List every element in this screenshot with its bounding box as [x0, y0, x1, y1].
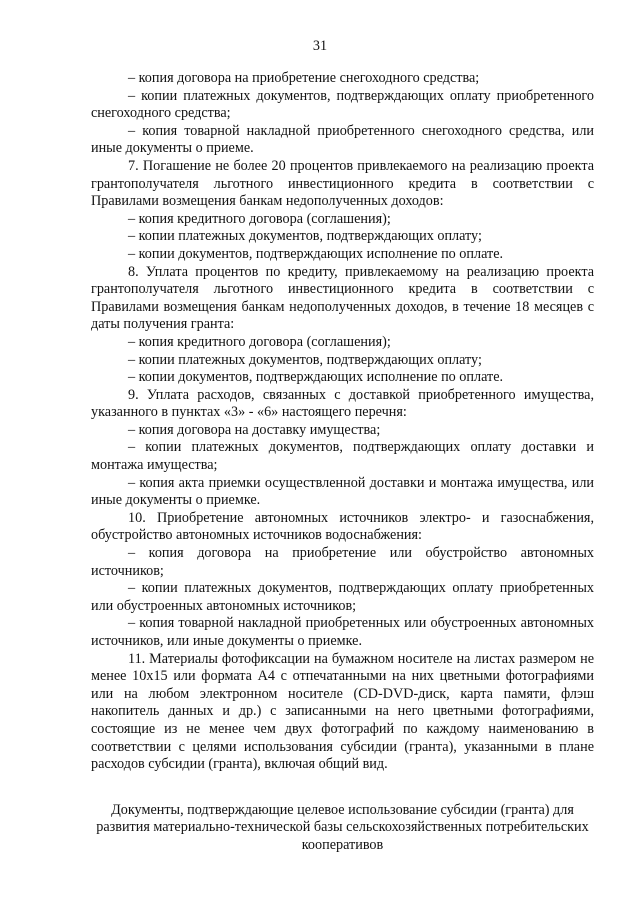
paragraph: – копия товарной накладной приобретенных или обустроенных автономных источников, или иные документы о приемке.	[91, 615, 594, 649]
paragraph: – копия договора на приобретение или обустройство автономных источников;	[91, 545, 594, 579]
spacer	[91, 774, 594, 802]
paragraph: – копии платежных документов, подтверждающих оплату приобретенного снегоходного средства;	[91, 87, 594, 122]
paragraph: – копии платежных документов, подтверждающих оплату доставки и монтажа имущества;	[91, 439, 594, 474]
paragraph: – копии документов, подтверждающих исполнение по оплате.	[128, 245, 504, 262]
paragraph: – копия кредитного договора (соглашения);	[128, 210, 391, 227]
paragraph: – копия договора на приобретение снегоходного средства;	[128, 70, 480, 86]
paragraph: – копия товарной накладной приобретенного снегоходного средства, или иные документы о приеме.	[91, 122, 594, 157]
paragraph: – копии платежных документов, подтверждающих оплату приобретенных или обустроенных автономных источников;	[91, 580, 594, 614]
paragraph: – копия договора на доставку имущества;	[128, 421, 381, 438]
paragraph: 7. Погашение не более 20 процентов привлекаемого на реализацию проекта грантополучателя льготного инвестиционного кредита в соответствии с Правилами возмещения банкам недополученных доходов:	[91, 157, 594, 210]
paragraph: – копия кредитного договора (соглашения);	[128, 333, 391, 350]
paragraph: 11. Материалы фотофиксации на бумажном носителе на листах размером не менее 10х15 или формата А4 с отпечатанными на них цветными фотографиями или на любом электронном носителе (CD-DVD-диск, карта памяти, флэш накопитель данных и др.) с записанными на него цветными фотографиями, состоящие из не менее чем двух фотографий по каждому наименованию в соответствии с целями использования субсидии (гранта), указанными в плане расходов субсидии (гранта), включая общий вид.	[91, 650, 594, 773]
paragraph: 9. Уплата расходов, связанных с доставкой приобретенного имущества, указанного в пунктах «3» - «6» настоящего перечня:	[91, 386, 594, 421]
document-body	[91, 70, 594, 855]
section-heading: Документы, подтверждающие целевое использование субсидии (гранта) для развития материально-технической базы сельскохозяйственных потребительских кооперативов	[96, 801, 589, 853]
page-number: 31	[312, 38, 328, 54]
paragraph: – копия акта приемки осуществленной доставки и монтажа имущества, или иные документы о приемке.	[91, 474, 594, 509]
paragraph: 10. Приобретение автономных источников электро- и газоснабжения, обустройство автономных источников водоснабжения:	[91, 509, 594, 544]
paragraph: – копии платежных документов, подтверждающих оплату;	[128, 351, 482, 368]
paragraph: – копии документов, подтверждающих исполнение по оплате.	[128, 369, 504, 386]
paragraph: 8. Уплата процентов по кредиту, привлекаемому на реализацию проекта грантополучателя льготного инвестиционного кредита в соответствии с Правилами возмещения банкам недополученных доходов, в течение 18 месяцев с даты получения гранта:	[91, 263, 594, 333]
paragraph: – копии платежных документов, подтверждающих оплату;	[128, 228, 482, 245]
